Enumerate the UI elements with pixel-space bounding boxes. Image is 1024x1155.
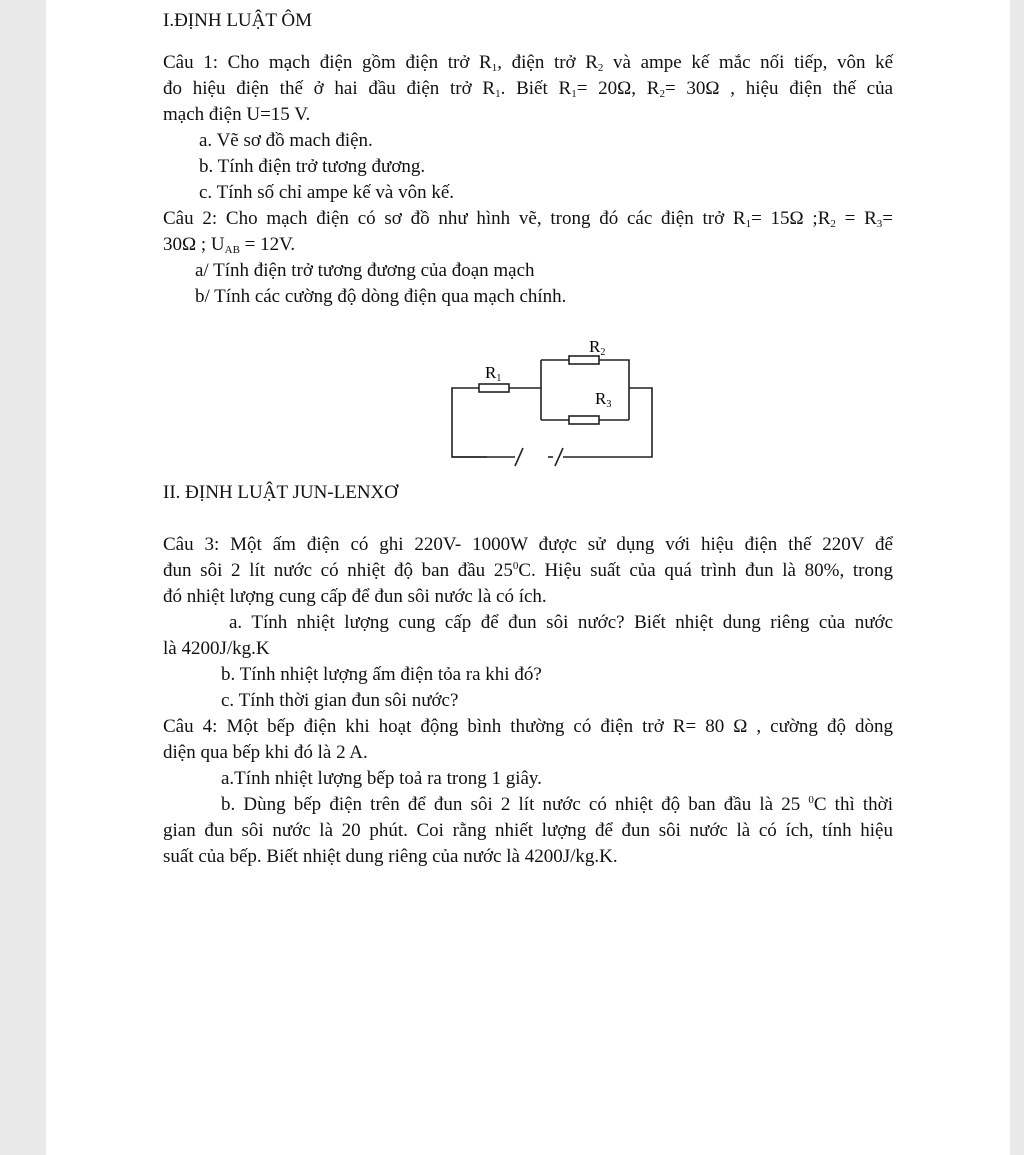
terminal-a-mark [515, 448, 523, 466]
label-r3: R3 [595, 389, 612, 410]
q3-item-a-line-1: a. Tính nhiệt lượng cung cấp để đun sôi nước? Biết nhiệt dung riêng của nước [229, 612, 893, 633]
q3-item-c: c. Tính thời gian đun sôi nước? [221, 690, 459, 711]
resistor-r3 [569, 416, 599, 424]
terminal-b-mark [555, 448, 563, 466]
q1-item-b: b. Tính điện trở tương đương. [199, 156, 426, 177]
q1-line-2: đo hiệu điện thế ở hai đầu điện trở $R_1$. Biết $R_1= 20\Omega$, $R_2= 30\Omega$ , hiệu điện thế của [163, 78, 894, 100]
q3-line-3: đó nhiệt lượng cung cấp để đun sôi nước là có ích. [163, 586, 547, 607]
q1-item-c: c. Tính số chỉ ampe kế và vôn kế. [199, 182, 455, 203]
resistor-r2 [569, 356, 599, 364]
q3-line-2: đun sôi 2 lít nước có nhiệt độ ban đầu $25^0C$. Hiệu suất của quá trình đun là 80%, trong [163, 560, 893, 581]
wire-left [452, 388, 487, 457]
q2-item-b: b/ Tính các cường độ dòng điện qua mạch chính. [195, 286, 567, 307]
q4-item-b-line-2: gian đun sôi nước là 20 phút. Coi rằng nhiết lượng để đun sôi nước là có ích, tính hiệu [163, 820, 893, 841]
document-content [163, 8, 893, 870]
label-r1: R1 [485, 363, 502, 384]
q4-item-b-line-3: suất của bếp. Biết nhiệt dung riêng của nước là 4200J/kg.K. [163, 846, 618, 867]
document-page [46, 0, 1010, 1155]
section-1-title: I.ĐỊNH LUẬT ÔM [163, 10, 312, 31]
q2-line-1: Câu 2: Cho mạch điện có sơ đồ như hình vẽ, trong đó các điện trở $R_1= 15\Omega$ $;R_2 = R_3=$ [163, 208, 893, 230]
section-2-title: II. ĐỊNH LUẬT JUN-LENXƠ [163, 482, 398, 503]
circuit-diagram [163, 310, 893, 480]
q3-item-a-line-2: là 4200J/kg.K [163, 638, 270, 659]
q1-item-a: a. Vẽ sơ đồ mach điện. [199, 130, 373, 151]
resistor-r1 [479, 384, 509, 392]
q4-line-1: Câu 4: Một bếp điện khi hoạt động bình thường có điện trở R= 80 Ω , cường độ dòng [163, 716, 893, 737]
q1-line-3: mạch điện U=15 V. [163, 104, 311, 125]
q2-item-a: a/ Tính điện trở tương đương của đoạn mạch [195, 260, 535, 281]
q1-line-1: Câu 1: Cho mạch điện gồm điện trở $R_1$, điện trở $R_2$ và ampe kế mắc nối tiếp, vôn kế [163, 52, 894, 74]
q3-item-b: b. Tính nhiệt lượng ấm điện tỏa ra khi đó? [221, 664, 542, 685]
q2-line-2: 30Ω ; $U_{AB} = 12V$. [163, 234, 296, 256]
q4-item-a: a.Tính nhiệt lượng bếp toả ra trong 1 giây. [221, 768, 542, 789]
q4-line-2: diện qua bếp khi đó là 2 A. [163, 742, 368, 763]
label-r2: R2 [589, 337, 606, 358]
q4-item-b-line-1: b. Dùng bếp điện trên để đun sôi 2 lít nước có nhiệt độ ban đầu là 25 $^0$C thì thời [221, 794, 893, 815]
q3-line-1: Câu 3: Một ấm điện có ghi 220V- 1000W được sử dụng với hiệu điện thế 220V để [163, 534, 893, 555]
